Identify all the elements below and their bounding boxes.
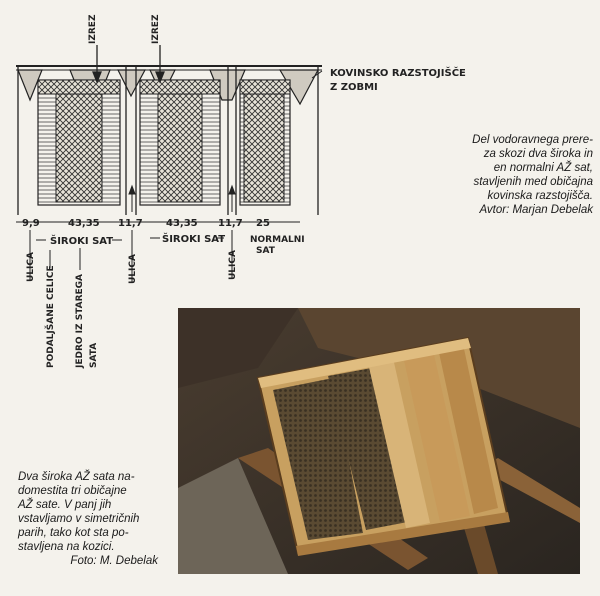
caption-bottom-line: Dva široka AŽ sata na- — [18, 471, 135, 483]
wide-comb-label-2: ŠIROKI SAT — [162, 234, 226, 245]
beehive-photo — [178, 308, 580, 574]
caption-top-line: Del vodoravnega prere- — [472, 134, 593, 146]
caption-top-line: za skozi dva široka in — [483, 148, 593, 160]
caption-bottom-line: parih, tako kot sta po- — [18, 527, 129, 539]
ulica-label-2: ULICA — [128, 254, 138, 284]
caption-bottom-line: AŽ sate. V panj jih — [18, 499, 112, 511]
spacer-label-line1: KOVINSKO RAZSTOJIŠČE — [330, 68, 466, 79]
dim-9-9: 9,9 — [22, 218, 40, 229]
old-comb-core-label-line2: SATA — [89, 342, 99, 368]
normal-comb-label-line2: SAT — [256, 246, 275, 256]
caption-top-line: en normalni AŽ sat, — [493, 162, 593, 174]
caption-top-line: stavljenih med običajna — [473, 176, 593, 188]
old-comb-core-label-line1: JEDRO IZ STAREGA — [75, 273, 85, 368]
caption-bottom-line: domestita tri običajne — [18, 485, 127, 497]
caption-bottom-credit: Foto: M. Debelak — [70, 555, 158, 567]
caption-bottom-line: vstavljamo v simetričnih — [18, 513, 140, 525]
dim-43-35-a: 43,35 — [68, 218, 100, 229]
wide-comb-1 — [38, 80, 120, 205]
dim-25: 25 — [256, 218, 270, 229]
caption-top — [445, 133, 593, 217]
dim-11-7-a: 11,7 — [118, 218, 143, 229]
dim-43-35-b: 43,35 — [166, 218, 198, 229]
izrez-label-left: IZREZ — [88, 14, 98, 44]
spacer-label-line2: Z ZOBMI — [330, 82, 378, 93]
ulica-label-3: ULICA — [228, 250, 238, 280]
wide-comb-label-1: ŠIROKI SAT — [50, 236, 114, 247]
extended-cells-label: PODALJŠANE CELICE — [46, 265, 56, 368]
normal-comb — [240, 80, 290, 205]
ulica-label-1: ULICA — [26, 252, 36, 282]
izrez-label-right: IZREZ — [151, 14, 161, 44]
dim-11-7-b: 11,7 — [218, 218, 243, 229]
caption-bottom-line: stavljena na kozici. — [18, 541, 115, 553]
wide-comb-2 — [140, 80, 220, 205]
caption-top-line: kovinska razstojišča. — [487, 190, 593, 202]
normal-comb-label-line1: NORMALNI — [250, 235, 305, 245]
caption-top-credit: Avtor: Marjan Debelak — [479, 204, 593, 216]
caption-bottom — [18, 470, 176, 568]
